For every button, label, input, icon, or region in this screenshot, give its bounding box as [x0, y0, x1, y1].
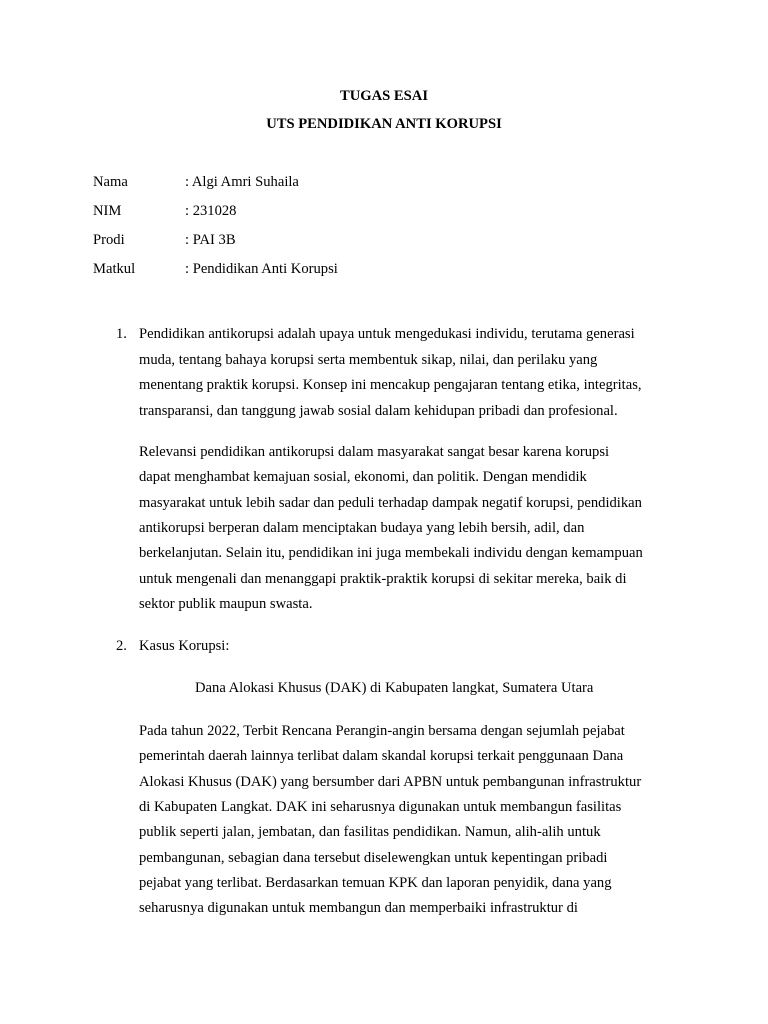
paragraph-line: pejabat yang terlibat. Berdasarkan temuan KPK dan laporan penyidik, dana yang: [139, 874, 612, 891]
document-subtitle: UTS PENDIDIKAN ANTI KORUPSI: [266, 116, 502, 132]
paragraph-line: pembangunan, sebagian dana tersebut diselewengkan untuk kepentingan pribadi: [139, 849, 608, 866]
paragraph-line: Alokasi Khusus (DAK) yang bersumber dari APBN untuk pembangunan infrastruktur: [139, 773, 642, 790]
document-title: TUGAS ESAI: [340, 88, 428, 104]
paragraph-line: untuk mengenali dan menanggapi praktik-praktik korupsi di sekitar mereka, baik di: [139, 570, 627, 587]
paragraph-line: berkelanjutan. Selain itu, pendidikan ini juga membekali individu dengan kemampuan: [139, 545, 643, 562]
case-title: Dana Alokasi Khusus (DAK) di Kabupaten langkat, Sumatera Utara: [195, 680, 594, 696]
paragraph-line: Pendidikan antikorupsi adalah upaya untuk mengedukasi individu, terutama generasi: [139, 326, 635, 342]
paragraph-line: seharusnya digunakan untuk membangun dan memperbaiki infrastruktur di: [139, 900, 578, 917]
info-value-prodi: : PAI 3B: [185, 232, 236, 248]
paragraph-line: menentang praktik korupsi. Konsep ini mencakup pengajaran tentang etika, integritas,: [139, 377, 642, 393]
paragraph-line: sektor publik maupun swasta.: [139, 595, 313, 612]
section-1-number: 1.: [116, 326, 127, 342]
paragraph-line: antikorupsi berperan dalam menciptakan budaya yang lebih bersih, adil, dan: [139, 519, 585, 536]
info-label-matkul: Matkul: [93, 261, 136, 277]
info-value-matkul: : Pendidikan Anti Korupsi: [185, 261, 338, 277]
paragraph-line: transparansi, dan tanggung jawab sosial dalam kehidupan pribadi dan profesional.: [139, 402, 618, 419]
info-label-prodi: Prodi: [93, 232, 125, 248]
info-label-nim: NIM: [93, 203, 122, 219]
paragraph-line: di Kabupaten Langkat. DAK ini seharusnya digunakan untuk membangun fasilitas: [139, 798, 622, 815]
info-value-nama: : Algi Amri Suhaila: [185, 174, 299, 190]
paragraph-line: Pada tahun 2022, Terbit Rencana Perangin-angin bersama dengan sejumlah pejabat: [139, 723, 625, 739]
section-2-number: 2.: [116, 638, 127, 654]
info-value-nim: : 231028: [185, 203, 237, 219]
paragraph-line: muda, tentang bahaya korupsi serta membentuk sikap, nilai, dan perilaku yang: [139, 351, 598, 368]
paragraph-line: dapat menghambat kemajuan sosial, ekonomi, dan politik. Dengan mendidik: [139, 469, 587, 486]
section-2-heading: Kasus Korupsi:: [139, 638, 230, 654]
info-label-nama: Nama: [93, 174, 128, 190]
paragraph-line: masyarakat untuk lebih sadar dan peduli terhadap dampak negatif korupsi, pendidikan: [139, 494, 642, 511]
paragraph-line: Relevansi pendidikan antikorupsi dalam masyarakat sangat besar karena korupsi: [139, 444, 610, 460]
paragraph-line: pemerintah daerah lainnya terlibat dalam skandal korupsi terkait penggunaan Dana: [139, 748, 624, 765]
paragraph-line: publik seperti jalan, jembatan, dan fasilitas pendidikan. Namun, alih-alih untuk: [139, 824, 601, 841]
